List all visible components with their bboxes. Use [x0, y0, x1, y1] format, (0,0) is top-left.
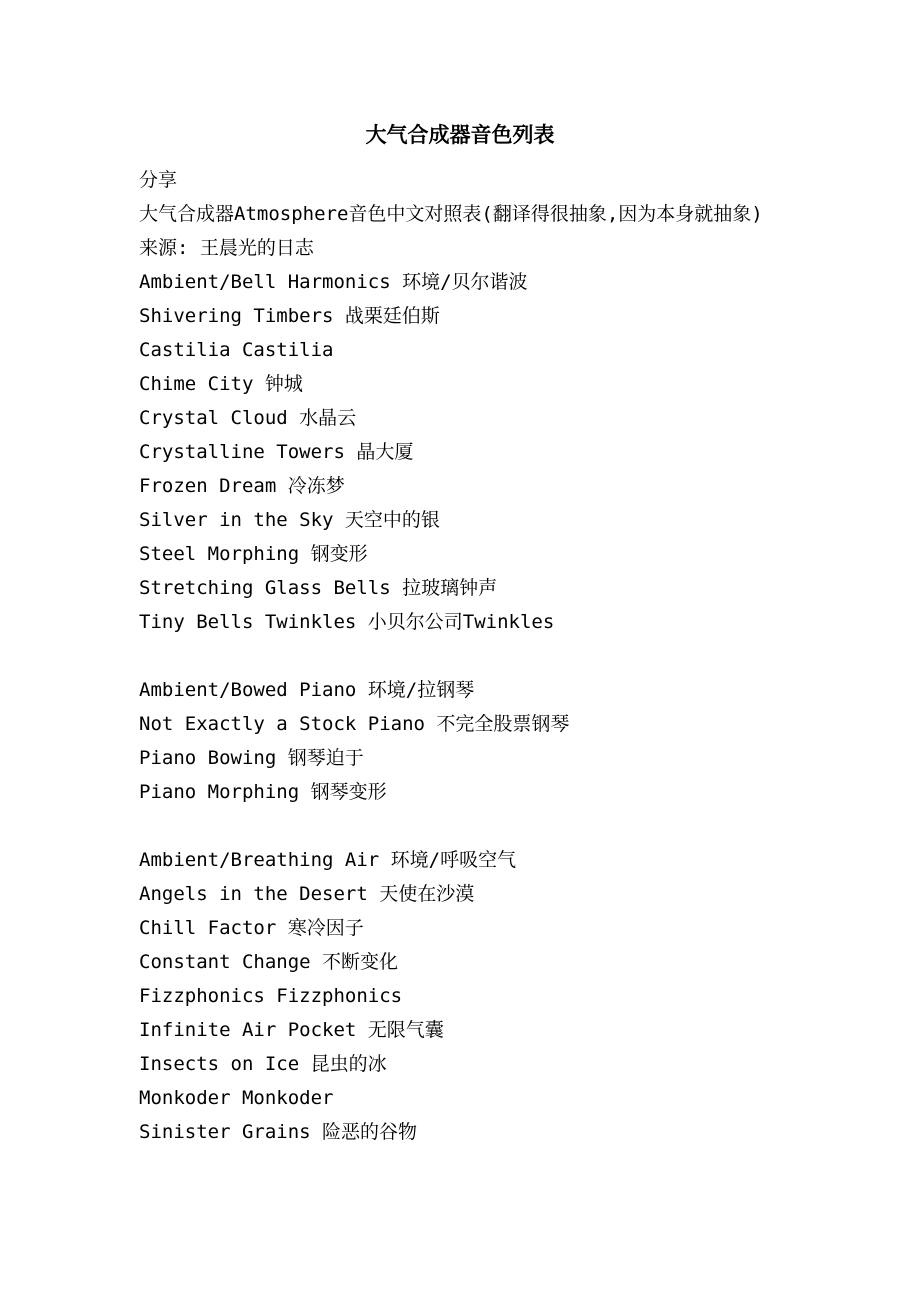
blank-line [139, 639, 799, 673]
list-item: Infinite Air Pocket 无限气囊 [139, 1019, 444, 1041]
group-breathing-air [139, 843, 799, 1149]
document-body [139, 163, 799, 1149]
list-item: Castilia Castilia [139, 339, 334, 361]
document-title: 大气合成器音色列表 [365, 122, 555, 147]
group-bell-harmonics [139, 265, 799, 639]
group-header: Ambient/Bell Harmonics 环境/贝尔谐波 [139, 271, 528, 293]
list-item: Tiny Bells Twinkles 小贝尔公司Twinkles [139, 611, 555, 633]
list-item: Silver in the Sky 天空中的银 [139, 509, 440, 531]
list-item: Not Exactly a Stock Piano 不完全股票钢琴 [139, 713, 570, 735]
list-item: Insects on Ice 昆虫的冰 [139, 1053, 387, 1075]
list-item: Frozen Dream 冷冻梦 [139, 475, 345, 497]
list-item: Sinister Grains 险恶的谷物 [139, 1121, 418, 1143]
list-item: Piano Morphing 钢琴变形 [139, 781, 387, 803]
list-item: Chime City 钟城 [139, 373, 303, 395]
list-item: Fizzphonics Fizzphonics [139, 985, 403, 1007]
list-item: Shivering Timbers 战栗廷伯斯 [139, 305, 440, 327]
list-item: Chill Factor 寒冷因子 [139, 917, 364, 939]
list-item: Stretching Glass Bells 拉玻璃钟声 [139, 577, 498, 599]
description-line: 大气合成器Atmosphere音色中文对照表(翻译得很抽象,因为本身就抽象) [139, 203, 763, 225]
list-item: Piano Bowing 钢琴迫于 [139, 747, 364, 769]
source-line: 来源: 王晨光的日志 [139, 237, 314, 259]
list-item: Crystalline Towers 晶大厦 [139, 441, 414, 463]
group-header: Ambient/Breathing Air 环境/呼吸空气 [139, 849, 517, 871]
list-item: Angels in the Desert 天使在沙漠 [139, 883, 475, 905]
share-line: 分享 [139, 169, 178, 191]
group-header: Ambient/Bowed Piano 环境/拉钢琴 [139, 679, 475, 701]
group-bowed-piano [139, 673, 799, 809]
list-item: Constant Change 不断变化 [139, 951, 399, 973]
blank-line [139, 809, 799, 843]
list-item: Steel Morphing 钢变形 [139, 543, 368, 565]
list-item: Monkoder Monkoder [139, 1087, 334, 1109]
list-item: Crystal Cloud 水晶云 [139, 407, 357, 429]
